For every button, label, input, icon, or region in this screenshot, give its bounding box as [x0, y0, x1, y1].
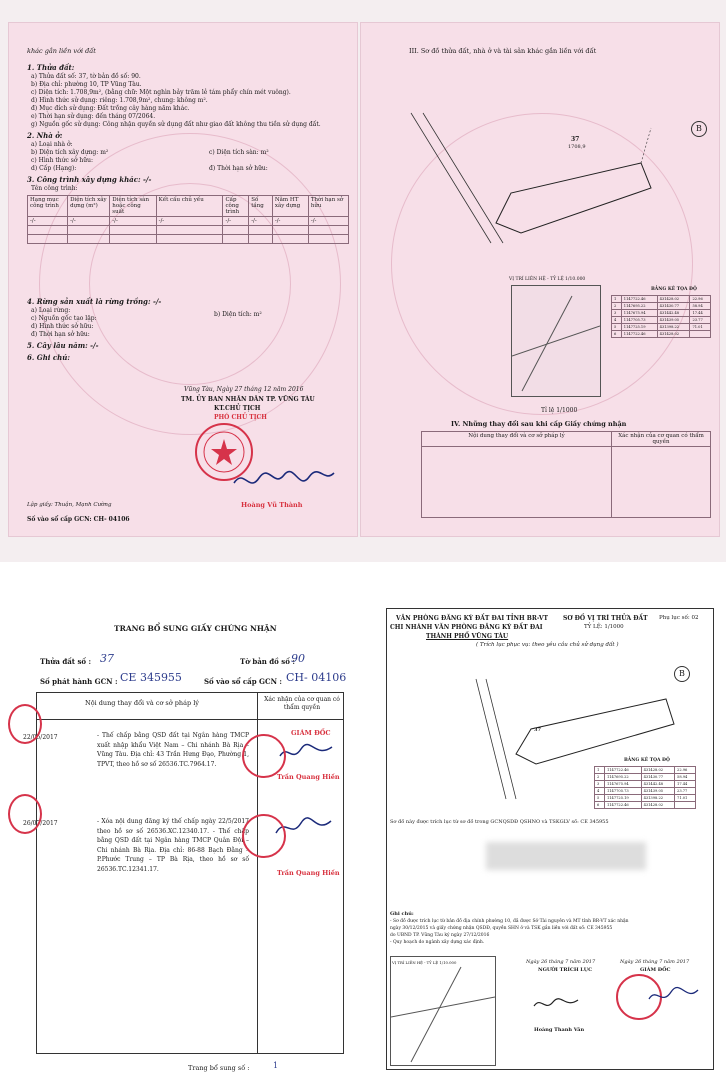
table-cell: -/- [249, 217, 273, 226]
table-row [612, 303, 711, 310]
page-header: khác gắn liền với đất [27, 47, 96, 55]
table-header-cell: Xác nhận của cơ quan có thẩm quyền [264, 696, 340, 711]
parcel-line: b) Địa chỉ: phường 10, TP Vũng Tàu. [31, 81, 142, 88]
table-cell: 22.96 [690, 296, 711, 303]
table-cell: 58.94 [690, 303, 711, 310]
entry-number-value: CH- 04106 [286, 671, 347, 684]
table-cell: 23.77 [690, 317, 711, 324]
entry-number-label: Số vào sổ cấp GCN : [204, 677, 283, 686]
house-line: đ) Thời hạn sở hữu: [209, 165, 268, 172]
table-cell: 1147675.94 [621, 310, 657, 317]
table-row [612, 310, 711, 317]
changes-table [421, 431, 711, 518]
table-cell: 1147725.19 [604, 795, 641, 802]
table-cell: 71.01 [690, 324, 711, 331]
table-cell: 431442.48 [657, 310, 690, 317]
parcel-value: 37 [100, 652, 114, 665]
parcel-line: a) Thửa đất số: 37, tờ bản đồ số: 90. [31, 73, 141, 80]
table-cell: 23.77 [675, 788, 696, 795]
org-line-2: CHI NHÁNH VĂN PHÒNG ĐĂNG KÝ ĐẤT ĐAI [390, 624, 543, 631]
parcel-line: đ) Mục đích sử dụng: Đất trồng cây hàng năm khác. [31, 105, 190, 112]
forest-line: đ) Thời hạn sở hữu: [31, 331, 90, 338]
table-row [595, 774, 696, 781]
table-cell: 431442.48 [641, 781, 674, 788]
appendix-number: Phụ lục số: 02 [659, 615, 699, 621]
parcel-line: e) Thời hạn sử dụng: đến tháng 07/2064. [31, 113, 156, 120]
redacted-area [486, 842, 646, 870]
extract-title: SƠ ĐỒ VỊ TRÍ THỬA ĐẤT [563, 615, 648, 622]
table-row [595, 802, 696, 809]
north-arrow-icon: B [674, 666, 690, 682]
supplement-page-label: Trang bổ sung số : [188, 1064, 250, 1072]
table-cell: 431428.02 [641, 802, 674, 809]
official-red-seal [242, 734, 286, 778]
supplement-page [8, 574, 363, 1074]
table-cell: 5 [612, 324, 622, 331]
table-cell: 1 [595, 767, 605, 774]
table-cell: 1147722.46 [621, 331, 657, 338]
changes-section-title: IV. Những thay đổi sau khi cấp Giấy chứng nhận [451, 420, 627, 428]
table-header-cell: Cấp công trình [223, 196, 249, 217]
map-sheet-label: Tờ bản đồ số : [240, 657, 295, 666]
table-cell: 1147695.22 [621, 303, 657, 310]
table-cell: 17.44 [690, 310, 711, 317]
table-header-cell: Số tầng [249, 196, 273, 217]
table-cell [675, 802, 696, 809]
gcn-entry-number: Số vào sổ cấp GCN: CH- 04106 [27, 516, 130, 523]
house-line: b) Diện tích xây dựng: m² [31, 149, 109, 156]
house-line: d) Cấp (Hạng): [31, 165, 77, 172]
changes-table [23, 692, 344, 1054]
table-cell: -/- [308, 217, 348, 226]
table-cell: 3 [595, 781, 605, 788]
construction-name-label: Tên công trình: [31, 185, 78, 192]
table-header-cell: Thời hạn sở hữu [308, 196, 348, 217]
certificate-left-page [8, 22, 358, 537]
table-row [612, 296, 711, 303]
table-cell: 431398.22 [641, 795, 674, 802]
extract-source-note: Sơ đồ này được trích lục từ sơ đồ trong GCNQSDĐ QSHNO và TSKGLV số: CE 345955 [390, 819, 609, 825]
map-parcel-number: 37 [571, 136, 580, 143]
table-cell: 4 [612, 317, 622, 324]
section-title-parcel: 1. Thửa đất: [27, 63, 75, 72]
table-cell: 4 [595, 788, 605, 795]
table-row [28, 217, 349, 226]
forest-line: a) Loại rừng: [31, 307, 71, 314]
table-cell: -/- [68, 217, 110, 226]
table-row [422, 447, 711, 518]
extract-signer: Hoàng Thanh Vân [534, 1027, 585, 1033]
table-cell: 1147695.22 [604, 774, 641, 781]
issue-number-label: Số phát hành GCN : [40, 677, 118, 686]
map-sheet-value: 90 [291, 652, 305, 665]
map-scale: Tỉ lệ 1/1000 [541, 407, 578, 414]
location-inset-map [511, 285, 601, 397]
forest-line: b) Diện tích: m² [214, 311, 262, 318]
table-cell: 3 [612, 310, 622, 317]
section-title-house: 2. Nhà ở: [27, 131, 63, 140]
table-cell: 6 [612, 331, 622, 338]
authority-role: KT.CHỦ TỊCH [214, 405, 261, 412]
entry-line: Lập giấy: Thuận, Mạnh Cường [27, 502, 112, 508]
table-header-cell: Diện tích xây dựng (m²) [68, 196, 110, 217]
signature-mark [531, 994, 581, 1014]
extract-scale: TỶ LỆ: 1/1000 [584, 624, 624, 630]
extract-date: Ngày 26 tháng 7 năm 2017 [526, 959, 596, 965]
parcel-label: Thửa đất số : [40, 657, 92, 666]
house-line: c) Hình thức sở hữu: [31, 157, 94, 164]
entry-date: 22/05/2017 [23, 734, 58, 741]
forest-line: d) Hình thức sở hữu: [31, 323, 94, 330]
signature-mark [229, 463, 339, 498]
coord-table-title: BẢNG KÊ TỌA ĐỘ [651, 287, 697, 292]
supplement-page-value: 1 [273, 1061, 279, 1070]
table-cell: 431430.77 [641, 774, 674, 781]
table-header-row [422, 432, 711, 447]
table-cell: 1147722.46 [621, 296, 657, 303]
extract-role: NGƯỜI TRÍCH LỤC [538, 967, 593, 973]
table-header-cell: Nội dung thay đổi và cơ sở pháp lý [422, 432, 612, 447]
table-cell: 2 [612, 303, 622, 310]
table-cell: 431439.05 [657, 317, 690, 324]
table-header-cell: Hạng mục công trình [28, 196, 68, 217]
house-line: c) Diện tích sàn: m² [209, 149, 269, 156]
table-header-cell: Kết cấu chủ yếu [156, 196, 223, 217]
coord-table-title: BẢNG KÊ TỌA ĐỘ [624, 758, 670, 763]
table-header-cell: Nội dung thay đổi và cơ sở pháp lý [85, 699, 199, 707]
location-inset-label: VỊ TRÍ LIÊN HỆ - TỶ LỆ 1/10.000 [392, 960, 457, 965]
table-cell: -/- [28, 217, 68, 226]
table-cell: 1147722.46 [604, 802, 641, 809]
north-arrow-icon: B [691, 121, 707, 137]
official-red-seal [8, 794, 42, 834]
issuing-authority: TM. ỦY BAN NHÂN DÂN TP. VŨNG TÀU [181, 396, 315, 403]
forest-line: c) Nguồn gốc tạo lập: [31, 315, 97, 322]
entry-date: 26/07/2017 [23, 820, 58, 827]
section-title-perennial: 5. Cây lâu năm: -/- [27, 341, 99, 350]
issue-number-value: CE 345955 [120, 671, 182, 684]
table-cell: 431428.02 [657, 296, 690, 303]
table-header-row [28, 196, 349, 217]
map-section-header: III. Sơ đồ thửa đất, nhà ở và tài sản khác gắn liền với đất [409, 47, 597, 55]
official-red-seal [242, 814, 286, 858]
note-line: do UBND TP. Vũng Tàu ký ngày 27/12/2016 [390, 933, 490, 938]
authority-role-deputy: PHÓ CHỦ TỊCH [214, 414, 267, 421]
table-cell: 2 [595, 774, 605, 781]
table-cell: 17.44 [675, 781, 696, 788]
issue-date: Vũng Tàu, Ngày 27 tháng 12 năm 2016 [184, 386, 304, 393]
parcel-map [401, 93, 661, 253]
table-cell: 431428.02 [657, 331, 690, 338]
table-header-cell: Năm HT xây dựng [272, 196, 308, 217]
parcel-line: c) Diện tích: 1.708,9m², (bằng chữ: Một nghìn bảy trăm lẻ tám phẩy chín mét vuông). [31, 89, 291, 96]
construction-table [27, 195, 349, 244]
official-red-seal [8, 704, 42, 744]
signature-mark [277, 741, 337, 766]
table-row [612, 331, 711, 338]
parcel-line: g) Nguồn gốc sử dụng: Công nhận quyền sử dụng đất như giao đất không thu tiền sử dụng đất. [31, 121, 321, 128]
table-cell: 1147722.46 [604, 767, 641, 774]
entry-approver-role: GIÁM ĐỐC [291, 729, 331, 737]
table-cell: 1147675.94 [604, 781, 641, 788]
table-header-cell: Diện tích sàn hoặc công suất [110, 196, 156, 217]
supplement-title: TRANG BỔ SUNG GIẤY CHỨNG NHẬN [114, 624, 277, 633]
location-inset-label: VỊ TRÍ LIÊN HỆ - TỶ LỆ 1/10.000 [509, 277, 586, 282]
map-parcel-number: 37 [534, 727, 541, 733]
map-parcel-area: 1708,9 [568, 144, 586, 150]
director-date: Ngày 26 tháng 7 năm 2017 [620, 959, 690, 965]
director-role: GIÁM ĐỐC [640, 967, 671, 973]
extract-subtitle: ( Trích lục phục vụ: theo yêu cầu chủ sử dụng đất ) [476, 642, 619, 648]
location-extract-page [366, 574, 722, 1074]
signer-name: Hoàng Vũ Thành [241, 501, 303, 509]
table-cell: 431428.02 [641, 767, 674, 774]
table-cell [690, 331, 711, 338]
org-line-3: THÀNH PHỐ VŨNG TÀU [426, 633, 509, 640]
table-cell: 1147725.19 [621, 324, 657, 331]
table-row [595, 795, 696, 802]
table-row [28, 226, 349, 235]
table-cell: 5 [595, 795, 605, 802]
table-row [612, 317, 711, 324]
entry-approver-name: Trần Quang Hiền [277, 869, 340, 877]
table-row [612, 324, 711, 331]
section-title-forest: 4. Rừng sản xuất là rừng trồng: -/- [27, 297, 162, 306]
table-cell: -/- [110, 217, 156, 226]
note-line: - Sơ đồ được trích lục từ bản đồ địa chính phường 10, đã được Sở Tài nguyên và MT tỉnh BR-VT xác nhận [390, 919, 629, 924]
table-row [28, 235, 349, 244]
table-cell: 431439.05 [641, 788, 674, 795]
table-cell: 6 [595, 802, 605, 809]
table-row [595, 788, 696, 795]
certificate-page-scan-bottom [0, 570, 726, 1080]
table-cell: -/- [272, 217, 308, 226]
table-header-cell: Xác nhận của cơ quan có thẩm quyền [612, 432, 711, 447]
coordinate-table [594, 766, 696, 809]
table-row [595, 767, 696, 774]
entry-text: - Thế chấp bằng QSD đất tại Ngân hàng TMCP xuất nhập khẩu Việt Nam – Chi nhánh Bà Rịa – Vũng Tàu. Địa chỉ: 43 Trần Hưng Đạo, Phường 1, TPVT, theo hồ sơ số 26536.TC.7964.17. [97, 732, 249, 768]
notes-title: Ghi chú: [390, 911, 414, 917]
table-row [595, 781, 696, 788]
table-cell: 431398.22 [657, 324, 690, 331]
note-line: - Quy hoạch do ngành xây dựng xác định. [390, 940, 485, 945]
table-cell: -/- [156, 217, 223, 226]
table-cell: 1 [612, 296, 622, 303]
note-line: ngày 30/12/2015 và giấy chứng nhận QSDĐ, quyền SHN ở và TSK gắn liền với đất số: CE 345955 [390, 926, 613, 931]
section-title-notes: 6. Ghi chú: [27, 353, 70, 362]
house-line: a) Loại nhà ở: [31, 141, 73, 148]
signature-mark [646, 984, 701, 1009]
section-title-construction: 3. Công trình xây dựng khác: -/- [27, 175, 152, 184]
org-line-1: VĂN PHÒNG ĐĂNG KÝ ĐẤT ĐAI TỈNH BR-VT [396, 615, 549, 622]
coordinate-table [611, 295, 711, 338]
location-inset-map [390, 956, 496, 1066]
parcel-line: d) Hình thức sử dụng: riêng: 1.708,9m², chung: không m². [31, 97, 208, 104]
entry-approver-name: Trần Quang Hiền [277, 773, 340, 781]
table-cell: 71.01 [675, 795, 696, 802]
table-cell: 1147705.73 [604, 788, 641, 795]
table-cell: 22.96 [675, 767, 696, 774]
certificate-right-page [360, 22, 720, 537]
entry-text: - Xóa nội dung đăng ký thế chấp ngày 22/5/2017 theo hồ sơ số 26536.XC.12340.17. - Thế chấp bằng QSD đất tại Ngân hàng TMCP Quân Đội – Chi nhánh Bà Rịa. Địa chỉ: 86-88 Bạch Đằng – P.Phước Trung – TP Bà Rịa, theo hồ sơ số 26536.TC.12341.17. [97, 818, 249, 873]
table-cell: 1147705.73 [621, 317, 657, 324]
table-cell: -/- [223, 217, 249, 226]
table-cell: 431430.77 [657, 303, 690, 310]
table-cell: 58.94 [675, 774, 696, 781]
